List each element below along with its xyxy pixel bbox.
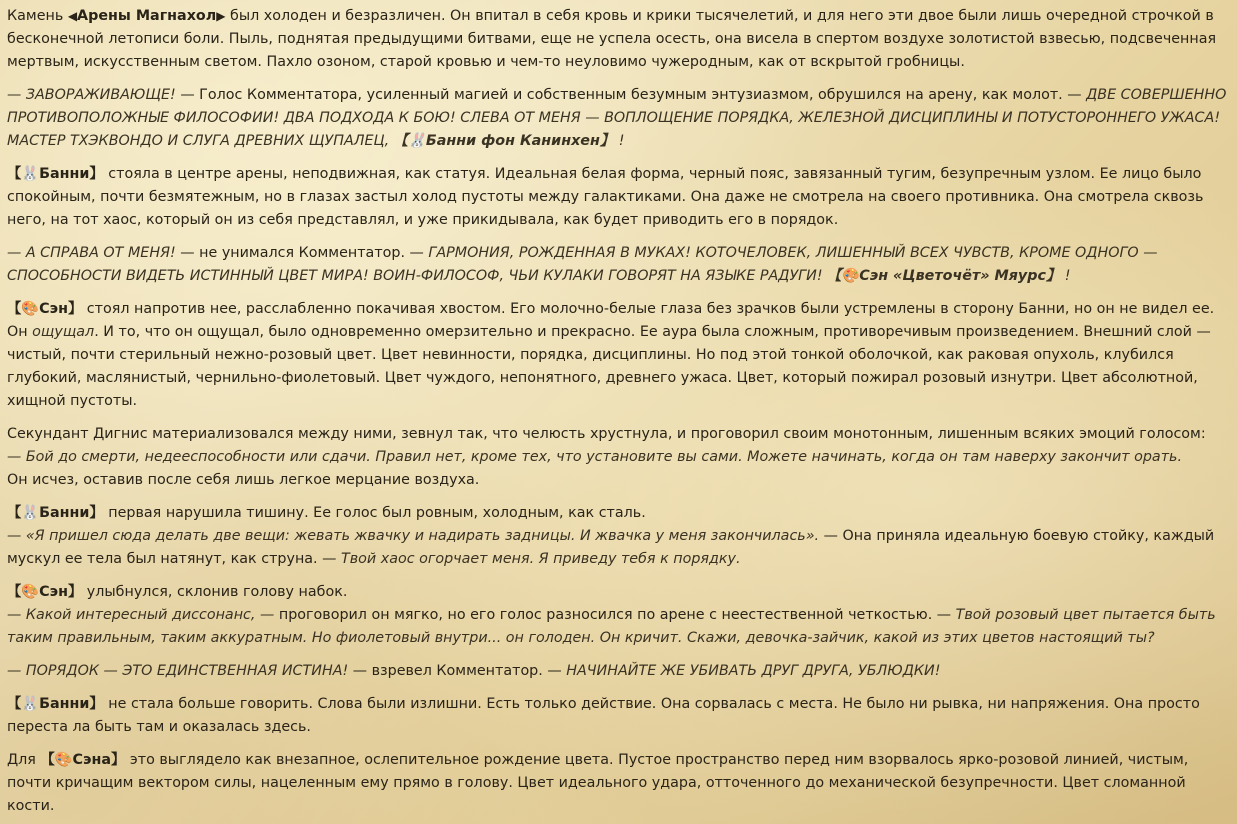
bunny-speech: — «Я пришел сюда делать две вещи: жевать жвачку и надирать задницы. И жвачка у меня закончилась». — [7, 528, 820, 544]
fighter-tag-sen: 【🎨Сэн】 — [7, 301, 83, 317]
commentator-shout: — ЗАВОРАЖИВАЮЩЕ! — [7, 87, 176, 103]
fighter-tag-sen: 【🎨Сэн «Цветочёт» Мяурс】 — [827, 268, 1061, 284]
text: — Голос Комментатора, усиленный магией и собственным безумным энтузиазмом, обрушился на арену, как молот. — — [175, 87, 1087, 103]
paragraph-bunny-stance — [7, 163, 1229, 232]
commentator-shout: — А СПРАВА ОТ МЕНЯ! — [7, 245, 176, 261]
paragraph-sen-aura — [7, 298, 1229, 413]
fighter-tag-bunny: 【🐰Банни】 — [7, 505, 104, 521]
paragraph-second — [7, 423, 1229, 492]
sen-speech: — Какой интересный диссонанс, — — [7, 607, 275, 623]
text: был холоден и безразличен. Он впитал в себя кровь и крики тысячелетий, и для него эти двое были лишь очередной строчкой в бесконечной летописи боли. Пыль, поднятая предыдущими битвами, еще не успела осесть, она висела в спертом воздухе золотистой взвесью, подсвеченная мертвым, искусственным светом. Пахло озоном, старой кровью и чем-то неуловимо чужеродным, как от вскрытой гробницы. — [7, 8, 1217, 70]
text: — Она приняла идеальную боевую стойку, каждый мускул ее тела был натянут, как струна. — — [7, 528, 1215, 567]
arrow-left-icon: ◀ — [67, 9, 78, 23]
bunny-speech: Твой хаос огорчает меня. Я приведу тебя к порядку. — [340, 551, 741, 567]
commentator-shout: ! — [1060, 268, 1071, 284]
text: Камень — [7, 8, 68, 24]
paragraph-bunny-speech — [7, 502, 1229, 571]
arena-name: Арены Магнахол — [77, 8, 217, 24]
paragraph-bunny-attack — [7, 693, 1229, 739]
text: не стала больше говорить. Слова были излишни. Есть только действие. Она сорвалась с места. Не было ни рывка, ни напряжения. Она просто переста ла быть там и оказалась здесь. — [7, 696, 1200, 735]
text: стоял напротив нее, расслабленно покачивая хвостом. Его молочно-белые глаза без зрачков были устремлены в сторону Банни, но он не видел ее. Он — [7, 301, 1215, 340]
commentator-shout: ДВЕ СОВЕРШЕННО ПРОТИВОПОЛОЖНЫЕ ФИЛОСОФИИ! ДВА ПОДХОДА К БОЮ! СЛЕВА ОТ МЕНЯ — ВОПЛОЩЕНИЕ ПОРЯДКА, ЖЕЛЕЗНОЙ ДИСЦИПЛИНЫ И ПОТУСТОРОННЕГО УЖАСА! МАСТЕР ТХЭКВОНДО И СЛУГА ДРЕВНИХ ЩУПАЛЕЦ, — [7, 87, 1227, 149]
text: Секундант Дигнис материализовался между ними, зевнул так, что челюсть хрустнула, и проговорил своим монотонным, лишенным всяких эмоций голосом: — [7, 426, 1206, 442]
commentator-shout: НАЧИНАЙТЕ ЖЕ УБИВАТЬ ДРУГ ДРУГА, УБЛЮДКИ! — [566, 663, 941, 679]
text: — не унимался Комментатор. — — [175, 245, 429, 261]
commentator-shout: ! — [614, 133, 625, 149]
paragraph-commentator-start — [7, 660, 1229, 683]
text: проговорил он мягко, но его голос разносился по арене с неестественной четкостью. — — [274, 607, 956, 623]
second-speech: — Бой до смерти, недееспособности или сдачи. Правил нет, кроме тех, что установите вы сами. Можете начинать, когда он там наверху закончит орать. — [7, 449, 1182, 465]
text: это выглядело как внезапное, ослепительное рождение цвета. Пустое пространство перед ним взорвалось ярко-розовой линией, чистым, почти кричащим вектором силы, нацеленным ему прямо в голову. Цвет идеального удара, отточенного до механической безупречности. Цвет сломанной кости. — [7, 752, 1189, 814]
paragraph-sen-speech — [7, 581, 1229, 650]
text: Он исчез, оставив после себя лишь легкое мерцание воздуха. — [7, 472, 480, 488]
emphasis: ощущал — [32, 324, 95, 340]
paragraph-arena — [7, 5, 1229, 74]
fighter-tag-bunny: 【🐰Банни фон Канинхен】 — [393, 133, 615, 149]
paragraph-commentator-intro — [7, 84, 1229, 153]
fighter-tag-bunny: 【🐰Банни】 — [7, 166, 104, 182]
commentator-shout: — ПОРЯДОК — ЭТО ЕДИНСТВЕННАЯ ИСТИНА! — [7, 663, 349, 679]
text: улыбнулся, склонив голову набок. — [82, 584, 348, 600]
paragraph-sen-perception — [7, 749, 1229, 818]
fighter-tag-bunny: 【🐰Банни】 — [7, 696, 104, 712]
sen-speech: Твой розовый цвет пытается быть таким правильным, таким аккуратным. Но фиолетовый внутри... он голоден. Он кричит. Скажи, девочка-зайчик, какой из этих цветов настоящий ты? — [7, 607, 1216, 646]
text: стояла в центре арены, неподвижная, как статуя. Идеальная белая форма, черный пояс, завязанный тугим, безупречным узлом. Ее лицо было спокойным, почти безмятежным, но в глазах застыл холод пустоты между галактиками. Она даже не смотрела на своего противника. Она смотрела сквозь него, на тот хаос, который он из себя представлял, и уже прикидывала, как будет приводить его в порядок. — [7, 166, 1204, 228]
arrow-right-icon: ▶ — [216, 9, 226, 23]
paragraph-commentator-sen — [7, 242, 1229, 288]
text: первая нарушила тишину. Ее голос был ровным, холодным, как сталь. — [103, 505, 646, 521]
fighter-tag-sen: 【🎨Сэн】 — [7, 584, 83, 600]
commentator-shout: ГАРМОНИЯ, РОЖДЕННАЯ В МУКАХ! КОТОЧЕЛОВЕК, ЛИШЕННЫЙ ВСЕХ ЧУВСТВ, КРОМЕ ОДНОГО — СПОСОБНОСТИ ВИДЕТЬ ИСТИННЫЙ ЦВЕТ МИРА! ВОИН-ФИЛОСОФ, ЧЬИ КУЛАКИ ГОВОРЯТ НА ЯЗЫКЕ РАДУГИ! — [7, 245, 1158, 284]
text: Для — [7, 752, 41, 768]
fighter-tag-sen: 【🎨Сэна】 — [40, 752, 126, 768]
text: . И то, что он ощущал, было одновременно омерзительно и прекрасно. Ее аура была сложным, противоречивым произведением. Внешний слой — чистый, почти стерильный нежно-розовый цвет. Цвет невинности, порядка, дисциплины. Но под этой тонкой оболочкой, как раковая опухоль, клубился глубокий, маслянистый, чернильно-фиолетовый. Цвет чуждого, непонятного, древнего ужаса. Цвет, который пожирал розовый изнутри. Цвет абсолютной, хищной пустоты. — [7, 324, 1211, 409]
text: — взревел Комментатор. — — [348, 663, 567, 679]
